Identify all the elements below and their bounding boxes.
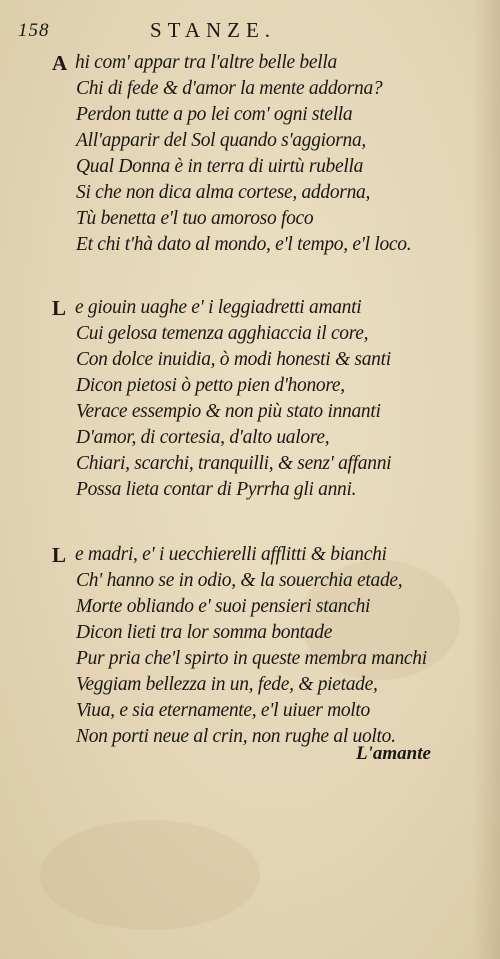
running-head: STANZE. xyxy=(150,18,277,42)
paper-stain xyxy=(40,820,260,930)
verse-line xyxy=(0,76,460,102)
verse-text: e giouin uaghe e' i leggiadretti amanti xyxy=(75,297,362,318)
verse-line xyxy=(0,620,460,646)
page-gutter-shadow xyxy=(472,0,500,959)
verse-text: Chiari, scarchi, tranquilli, & senz' affanni xyxy=(76,453,392,474)
verse-text: hi com' appar tra l'altre belle bella xyxy=(75,52,337,73)
verse-line xyxy=(0,477,460,503)
verse-text: Pur pria che'l spirto in queste membra manchi xyxy=(76,648,427,669)
verse-text: Non porti neue al crin, non rughe al uolto. xyxy=(76,726,396,747)
verse-line xyxy=(0,594,460,620)
verse-line xyxy=(0,295,460,321)
verse-text: Tù benetta e'l tuo amoroso foco xyxy=(76,208,314,229)
verse-text: Veggiam bellezza in un, fede, & pietade, xyxy=(76,674,378,695)
verse-line xyxy=(0,154,460,180)
verse-line xyxy=(0,568,460,594)
verse-text: Morte obliando e' suoi pensieri stanchi xyxy=(76,596,371,617)
verse-line xyxy=(0,50,460,76)
verse-text: Verace essempio & non più stato innanti xyxy=(76,401,381,422)
verse-text: D'amor, di cortesia, d'alto ualore, xyxy=(76,427,330,448)
verse-text: Chi di fede & d'amor la mente addorna? xyxy=(76,78,383,99)
verse-text: Et chi t'hà dato al mondo, e'l tempo, e'l loco. xyxy=(76,234,412,255)
page-number: 158 xyxy=(18,20,50,41)
verse-line xyxy=(0,232,460,258)
verse-line xyxy=(0,399,460,425)
verse-line xyxy=(0,451,460,477)
verse-text: e madri, e' i uecchierelli afflitti & bianchi xyxy=(75,544,387,565)
verse-line xyxy=(0,425,460,451)
verse-text: Cui gelosa temenza agghiaccia il core, xyxy=(76,323,369,344)
verse-text: Possa lieta contar di Pyrrha gli anni. xyxy=(76,479,357,500)
stanza-1 xyxy=(0,50,460,258)
verse-line xyxy=(0,672,460,698)
stanza-initial: A xyxy=(52,51,67,75)
verse-line xyxy=(0,206,460,232)
verse-text: Con dolce inuidia, ò modi honesti & santi xyxy=(76,349,391,370)
page-header xyxy=(0,18,500,44)
verse-line xyxy=(0,373,460,399)
verse-line xyxy=(0,542,460,568)
stanza-2 xyxy=(0,295,460,503)
verse-line xyxy=(0,102,460,128)
verse-line xyxy=(0,698,460,724)
verse-line xyxy=(0,347,460,373)
stanza-3 xyxy=(0,542,460,750)
stanza-initial: L xyxy=(52,296,66,320)
verse-text: Dicon pietosi ò petto pien d'honore, xyxy=(76,375,345,396)
verse-line xyxy=(0,128,460,154)
verse-text: Ch' hanno se in odio, & la souerchia etade, xyxy=(76,570,403,591)
verse-text: Si che non dica alma cortese, addorna, xyxy=(76,182,371,203)
verse-text: Qual Donna è in terra di uirtù rubella xyxy=(76,156,364,177)
stanza-initial: L xyxy=(52,543,66,567)
verse-text: All'apparir del Sol quando s'aggiorna, xyxy=(76,130,366,151)
catchword: L'amante xyxy=(356,743,431,764)
verse-line xyxy=(0,180,460,206)
verse-text: Dicon lieti tra lor somma bontade xyxy=(76,622,333,643)
verse-text: Perdon tutte a po lei com' ogni stella xyxy=(76,104,353,125)
verse-line xyxy=(0,321,460,347)
verse-line xyxy=(0,646,460,672)
verse-text: Viua, e sia eternamente, e'l uiuer molto xyxy=(76,700,370,721)
